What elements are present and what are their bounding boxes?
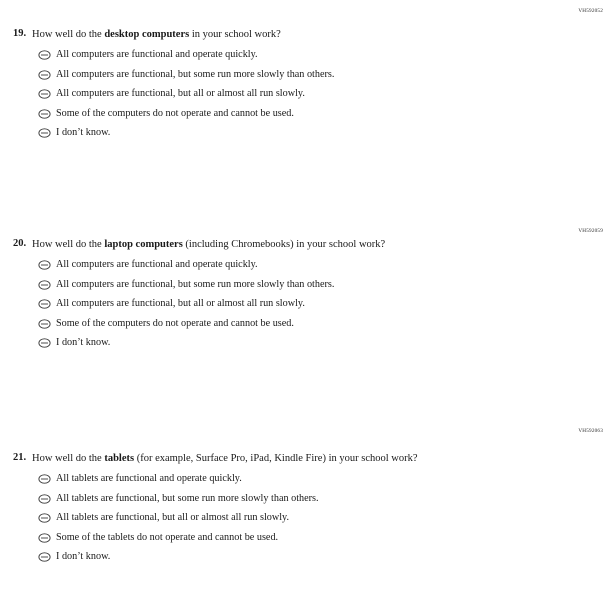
radio-bubble-icon[interactable]	[38, 280, 51, 290]
radio-bubble-icon[interactable]	[38, 533, 51, 543]
option-row[interactable]	[38, 531, 601, 544]
stem-pre-20: How well do the	[32, 239, 105, 250]
option-label: Some of the computers do not operate and cannot be used.	[56, 317, 294, 329]
option-row[interactable]	[38, 297, 601, 310]
radio-bubble-icon[interactable]	[38, 50, 51, 60]
item-code-20: VH592059	[578, 228, 603, 234]
option-label: All computers are functional, but some run more slowly than others.	[56, 68, 335, 80]
stem-post-20: (including Chromebooks) in your school work?	[182, 239, 386, 250]
radio-bubble-icon[interactable]	[38, 260, 51, 270]
option-row[interactable]	[38, 258, 601, 271]
radio-bubble-icon[interactable]	[38, 109, 51, 119]
option-label: All tablets are functional, but all or almost all run slowly.	[56, 512, 290, 523]
option-label: All computers are functional and operate quickly.	[56, 259, 258, 270]
option-row[interactable]	[38, 278, 601, 291]
question-block-19	[0, 8, 615, 146]
question-stem-20	[10, 238, 601, 252]
item-code-21: VH592063	[578, 428, 603, 434]
radio-bubble-icon[interactable]	[38, 70, 51, 80]
question-stem-21	[10, 452, 601, 466]
stem-bold-21: tablets	[104, 453, 135, 464]
option-row[interactable]	[38, 317, 601, 330]
option-label: I don’t know.	[56, 127, 111, 138]
question-text-21	[32, 452, 418, 466]
question-number-21: 21.	[13, 452, 27, 463]
option-label: Some of the computers do not operate and cannot be used.	[56, 107, 294, 119]
stem-bold-20: laptop computers	[104, 239, 183, 250]
stem-pre-19: How well do the	[32, 29, 105, 40]
radio-bubble-icon[interactable]	[38, 494, 51, 504]
stem-post-19: in your school work?	[189, 29, 281, 40]
option-row[interactable]	[38, 550, 601, 563]
option-row[interactable]	[38, 48, 601, 61]
option-label: All computers are functional and operate quickly.	[56, 49, 258, 60]
question-stem-19	[10, 28, 601, 42]
radio-bubble-icon[interactable]	[38, 128, 51, 138]
option-label: I don’t know.	[56, 551, 111, 562]
options-list-20	[10, 258, 601, 349]
item-code-19: VH592052	[578, 8, 603, 14]
radio-bubble-icon[interactable]	[38, 552, 51, 562]
options-list-19	[10, 48, 601, 139]
option-label: All computers are functional, but all or almost all run slowly.	[56, 88, 305, 99]
stem-bold-19: desktop computers	[104, 29, 190, 40]
radio-bubble-icon[interactable]	[38, 513, 51, 523]
question-text-19	[32, 28, 281, 42]
option-label: All tablets are functional, but some run more slowly than others.	[56, 492, 319, 504]
question-block-20	[0, 228, 615, 356]
options-list-21	[10, 472, 601, 563]
option-label: All computers are functional, but all or almost all run slowly.	[56, 298, 305, 309]
radio-bubble-icon[interactable]	[38, 474, 51, 484]
option-label: All tablets are functional and operate quickly.	[56, 473, 242, 484]
question-text-20	[32, 238, 385, 252]
question-number-19: 19.	[13, 28, 27, 39]
option-label: Some of the tablets do not operate and cannot be used.	[56, 531, 279, 543]
option-label: All computers are functional, but some run more slowly than others.	[56, 278, 335, 290]
option-label: I don’t know.	[56, 337, 111, 348]
radio-bubble-icon[interactable]	[38, 319, 51, 329]
option-row[interactable]	[38, 336, 601, 349]
stem-post-21: (for example, Surface Pro, iPad, Kindle Fire) in your school work?	[134, 453, 418, 464]
option-row[interactable]	[38, 107, 601, 120]
radio-bubble-icon[interactable]	[38, 89, 51, 99]
radio-bubble-icon[interactable]	[38, 338, 51, 348]
radio-bubble-icon[interactable]	[38, 299, 51, 309]
option-row[interactable]	[38, 87, 601, 100]
option-row[interactable]	[38, 126, 601, 139]
option-row[interactable]	[38, 472, 601, 485]
option-row[interactable]	[38, 492, 601, 505]
option-row[interactable]	[38, 68, 601, 81]
question-number-20: 20.	[13, 238, 27, 249]
option-row[interactable]	[38, 511, 601, 524]
stem-pre-21: How well do the	[32, 453, 105, 464]
question-block-21	[0, 428, 615, 570]
